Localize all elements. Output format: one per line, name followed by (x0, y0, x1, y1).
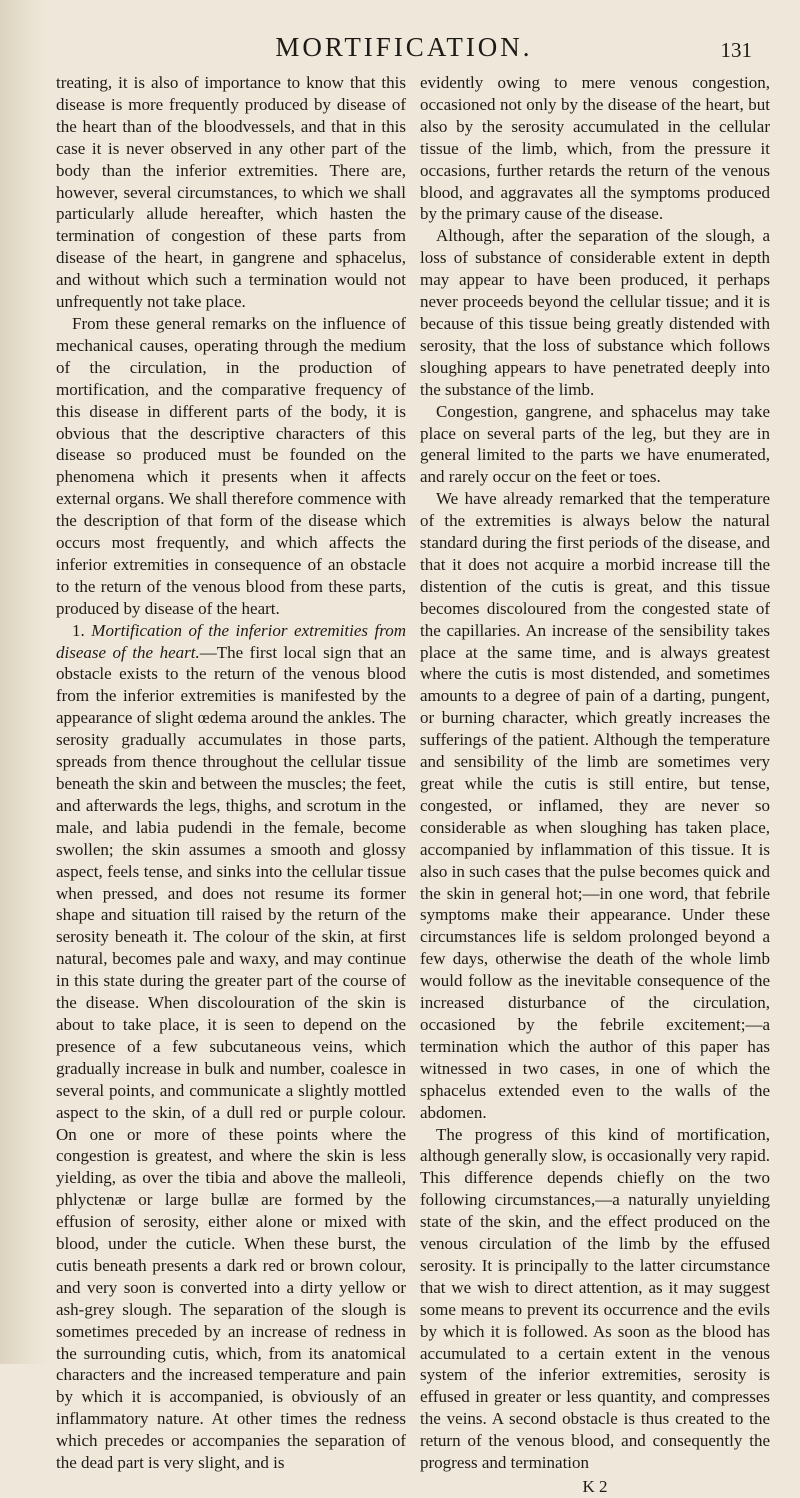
paragraph: Although, after the separation of the slough, a loss of substance of considerable extent in depth may appear to have been produced, it perhaps never proceeds beyond the cellular tissue; and it is because of this tissue being greatly distended with serosity, that the loss of substance which follows sloughing appears to have penetrated deeply into the substance of the limb. (420, 226, 770, 399)
page-header (56, 30, 752, 70)
paragraph: From these general remarks on the influence of mechanical causes, operating through the medium of the circulation, in the production of mortification, and the comparative frequency of this disease in different parts of the body, it is obvious that the descriptive characters of this disease so produced must be founded on the phenomena which it presents when it affects external organs. We shall therefore commence with the description of that form of the disease which occurs most frequently, and which affects the inferior extremities in consequence of an obstacle to the return of the venous blood from these parts, produced by disease of the heart. (56, 313, 406, 618)
right-column (420, 72, 770, 1498)
section-number: 1. (72, 620, 92, 640)
paragraph-body: —The first local sign that an obstacle exists to the return of the venous blood from the inferior extremities is manifested by the appearance of slight œdema around the ankles. The serosity gradually accumulates in those parts, spreads from thence throughout the cellular tissue beneath the skin and between the muscles; the feet, and afterwards the legs, thighs, and scrotum in the male, and labia pudendi in the female, become swollen; the skin assumes a smooth and glossy aspect, feels tense, and sinks into the cellular tissue when pressed, and does not resume its former shape and situation till raised by the return of the serosity beneath it. The colour of the skin, at first natural, becomes pale and waxy, and may continue in this state during the greater part of the course of the disease. When discolouration of the skin is about to take place, it is seen to depend on the presence of a few subcutaneous veins, which gradually increase in bulk and number, coalesce in several points, and communicate a slightly mottled aspect to the skin, of a dull red or purple colour. On one or more of these points where the congestion is greatest, and where the skin is less yielding, as over the tibia and above the malleoli, phlyctenæ or large bullæ are formed by the effusion of serosity, either alone or mixed with blood, under the cuticle. When these burst, the cutis beneath presents a dark red or brown colour, and very soon is converted into a dirty yellow or ash-grey slough. The separation of the slough is sometimes preceded by an increase of redness in the surrounding cutis, which, from its anatomical characters and the increased temperature and pain by which it is accompanied, is obviously of an inflammatory nature. At other times the redness which precedes or accompanies the separation of the dead part is very slight, and is (56, 642, 407, 1473)
paragraph: treating, it is also of importance to know that this disease is more frequently produced by disease of the heart than of the bloodvessels, and that in this case it is never observed in any other part of the body than the inferior extremities. There are, however, several circumstances, to which we shall particularly allude hereafter, which hasten the termination of congestion of these parts from disease of the heart, in gangrene and sphacelus, and without which such a termination would not unfrequently not take place. (56, 73, 406, 312)
paragraph: Congestion, gangrene, and sphacelus may take place on several parts of the leg, but they are in general limited to the parts we have enumerated, and rarely occur on the feet or toes. (420, 401, 770, 487)
left-column (56, 72, 406, 1474)
page-gutter-shadow (0, 0, 48, 1364)
text-columns (56, 72, 772, 1496)
paragraph: The progress of this kind of mortification, although generally slow, is occasionally very rapid. This difference depends chiefly on the two following circumstances,—a naturally unyielding state of the skin, and the effect produced on the venous circulation of the limb by the effused serosity. It is principally to the latter circumstance that we wish to direct attention, as it may suggest some means to prevent its occurrence and the evils by which it is followed. As soon as the blood has accumulated to a certain extent in the venous system of the inferior extremities, serosity is effused in greater or less quantity, and compresses the veins. A second obstacle is thus created to the return of the venous blood, and consequently the progress and termination (420, 1124, 770, 1473)
running-title: MORTIFICATION. (275, 32, 533, 62)
section-heading: Mortification of the inferior extremities from disease of the heart. (56, 620, 407, 662)
paragraph: We have already remarked that the temperature of the extremities is always below the natural standard during the first periods of the disease, and that it does not acquire a morbid increase till the distention of the cutis is great, and this tissue becomes discoloured from the congested state of the capillaries. An increase of the sensibility takes place at the same time, and is always greatest where the cutis is most distended, and sometimes amounts to a degree of pain of a darting, pungent, or burning character, which greatly increases the sufferings of the patient. Although the temperature and sensibility of the limb are sometimes very great while the cutis is still entire, but tense, congested, or inflamed, they are never so considerable as when sloughing has taken place, accompanied by inflammation of this tissue. It is also in such cases that the pulse becomes quick and the skin in general hot;—in one word, that febrile symptoms make their appearance. Under these circumstances life is seldom prolonged beyond a few days, otherwise the death of the whole limb would follow as the inevitable consequence of the increased disturbance of the circulation, occasioned by the febrile excitement;—a termination which the author of this paper has witnessed in two cases, in one of which the sphacelus extended even to the walls of the abdomen. (420, 489, 770, 1122)
paragraph-section (56, 620, 406, 1474)
paragraph: evidently owing to mere venous congestion, occasioned not only by the disease of the heart, but also by the serosity accumulated in the cellular tissue of the limb, which, from the pressure it occasions, further retards the return of the venous blood, and aggravates all the symptoms produced by the primary cause of the disease. (420, 73, 770, 224)
page-number: 131 (720, 38, 752, 62)
signature-mark: K 2 (582, 1477, 608, 1496)
